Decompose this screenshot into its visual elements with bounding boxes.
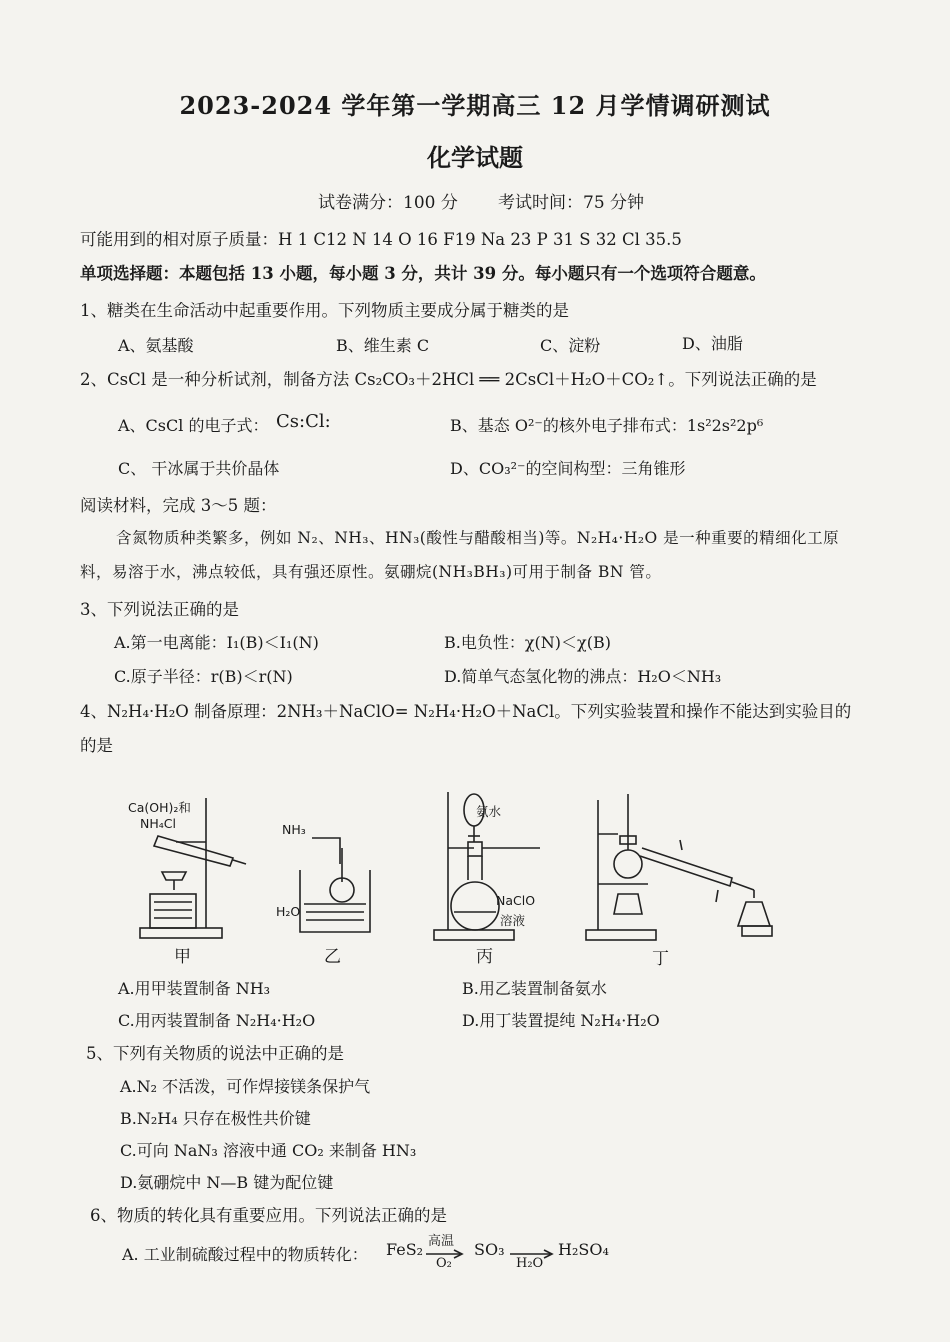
q2-option-b: B、基态 O²⁻的核外电子排布式：1s²2s²2p⁶: [450, 416, 764, 435]
caption-ding: 丁: [652, 949, 669, 969]
caption-jia: 甲: [174, 947, 191, 967]
q4-option-c: C.用丙装置制备 N₂H₄·H₂O: [118, 1011, 316, 1030]
q4-stem-line-2: 的是: [80, 736, 113, 755]
bing-solution-label: 溶液: [500, 913, 526, 928]
q1-option-b: B、维生素 C: [336, 336, 430, 355]
q3-option-c: C.原子半径：r(B)＜r(N): [114, 667, 293, 686]
q6-option-a-prefix: A. 工业制硫酸过程中的物质转化：: [122, 1245, 368, 1264]
reading-line-2: 料，易溶于水，沸点较低，具有强还原性。氨硼烷(NH₃BH₃)可用于制备 BN 管。: [80, 563, 662, 581]
q6-stem: 6、物质的转化具有重要应用。下列说法正确的是: [90, 1206, 447, 1225]
q2-electron-formula: Cs:Cl:: [276, 411, 331, 432]
q2-stem: 2、CsCl 是一种分析试剂，制备方法 Cs₂CO₃＋2HCl ══ 2CsCl＋H₂O＋CO₂↑。下列说法正确的是: [80, 370, 817, 389]
q2-option-a: A、CsCl 的电子式：: [118, 416, 269, 435]
section-instructions: 单项选择题：本题包括 13 小题，每小题 3 分，共计 39 分。每小题只有一个选项符合题意。: [80, 264, 766, 283]
atomic-masses: 可能用到的相对原子质量：H 1 C12 N 14 O 16 F19 Na 23 P 31 S 32 Cl 35.5: [80, 230, 682, 249]
q6-h2so4: H₂SO₄: [558, 1240, 609, 1259]
q2-option-d: D、CO₃²⁻的空间构型：三角锥形: [450, 459, 686, 478]
reading-heading: 阅读材料，完成 3～5 题：: [80, 496, 277, 515]
q5-option-c: C.可向 NaN₃ 溶液中通 CO₂ 来制备 HN₃: [120, 1141, 417, 1160]
q1-option-c: C、淀粉: [540, 336, 601, 355]
caption-bing: 丙: [476, 947, 493, 967]
reading-line-1: 含氮物质种类繁多，例如 N₂、NH₃、HN₃(酸性与醋酸相当)等。N₂H₄·H₂O 是一种重要的精细化工原: [116, 529, 840, 547]
q1-option-a: A、氨基酸: [118, 336, 194, 355]
q5-option-b: B.N₂H₄ 只存在极性共价键: [120, 1109, 311, 1128]
score-info: 试卷满分：100 分: [318, 193, 458, 213]
q4-option-d: D.用丁装置提纯 N₂H₄·H₂O: [462, 1011, 660, 1030]
time-info: 考试时间：75 分钟: [498, 193, 645, 213]
jia-reagent-label-2: NH₄Cl: [140, 816, 176, 831]
q5-option-a: A.N₂ 不活泼，可作焊接镁条保护气: [120, 1077, 371, 1096]
q3-option-d: D.简单气态氢化物的沸点：H₂O＜NH₃: [444, 667, 722, 686]
exam-subject: 化学试题: [427, 143, 523, 172]
exam-title: 2023-2024 学年第一学期高三 12 月学情调研测试: [179, 91, 771, 120]
q6-condition-1-bottom: O₂: [436, 1256, 452, 1271]
apparatus-yi: [276, 820, 386, 940]
bing-ammonia-label: 氨水: [476, 804, 502, 819]
q3-option-b: B.电负性：χ(N)＜χ(B): [444, 633, 611, 652]
q4-option-b: B.用乙装置制备氨水: [462, 979, 607, 998]
q6-fes2: FeS₂: [386, 1240, 424, 1259]
q4-option-a: A.用甲装置制备 NH₃: [118, 979, 271, 998]
q6-condition-1-top: 高温: [428, 1234, 455, 1249]
q6-condition-2-bottom: H₂O: [516, 1256, 544, 1271]
yi-water-label: H₂O: [276, 904, 301, 919]
q3-option-a: A.第一电离能：I₁(B)＜I₁(N): [114, 633, 319, 652]
apparatus-ding: [582, 794, 782, 944]
bing-naclo-label: NaClO: [496, 893, 536, 908]
q2-option-c: C、 干冰属于共价晶体: [118, 459, 280, 478]
q5-option-d: D.氨硼烷中 N—B 键为配位键: [120, 1173, 334, 1192]
q5-stem: 5、下列有关物质的说法中正确的是: [86, 1044, 344, 1063]
yi-gas-label: NH₃: [282, 822, 306, 837]
q3-stem: 3、下列说法正确的是: [80, 600, 239, 619]
q1-option-d: D、油脂: [682, 334, 743, 353]
q4-stem-line-1: 4、N₂H₄·H₂O 制备原理：2NH₃＋NaClO= N₂H₄·H₂O＋NaCl。下列实验装置和操作不能达到实验目的: [80, 702, 852, 721]
q1-stem: 1、糖类在生命活动中起重要作用。下列物质主要成分属于糖类的是: [80, 301, 569, 320]
q6-so3: SO₃: [474, 1240, 505, 1259]
caption-yi: 乙: [324, 947, 341, 967]
jia-reagent-label-1: Ca(OH)₂和: [128, 800, 191, 815]
